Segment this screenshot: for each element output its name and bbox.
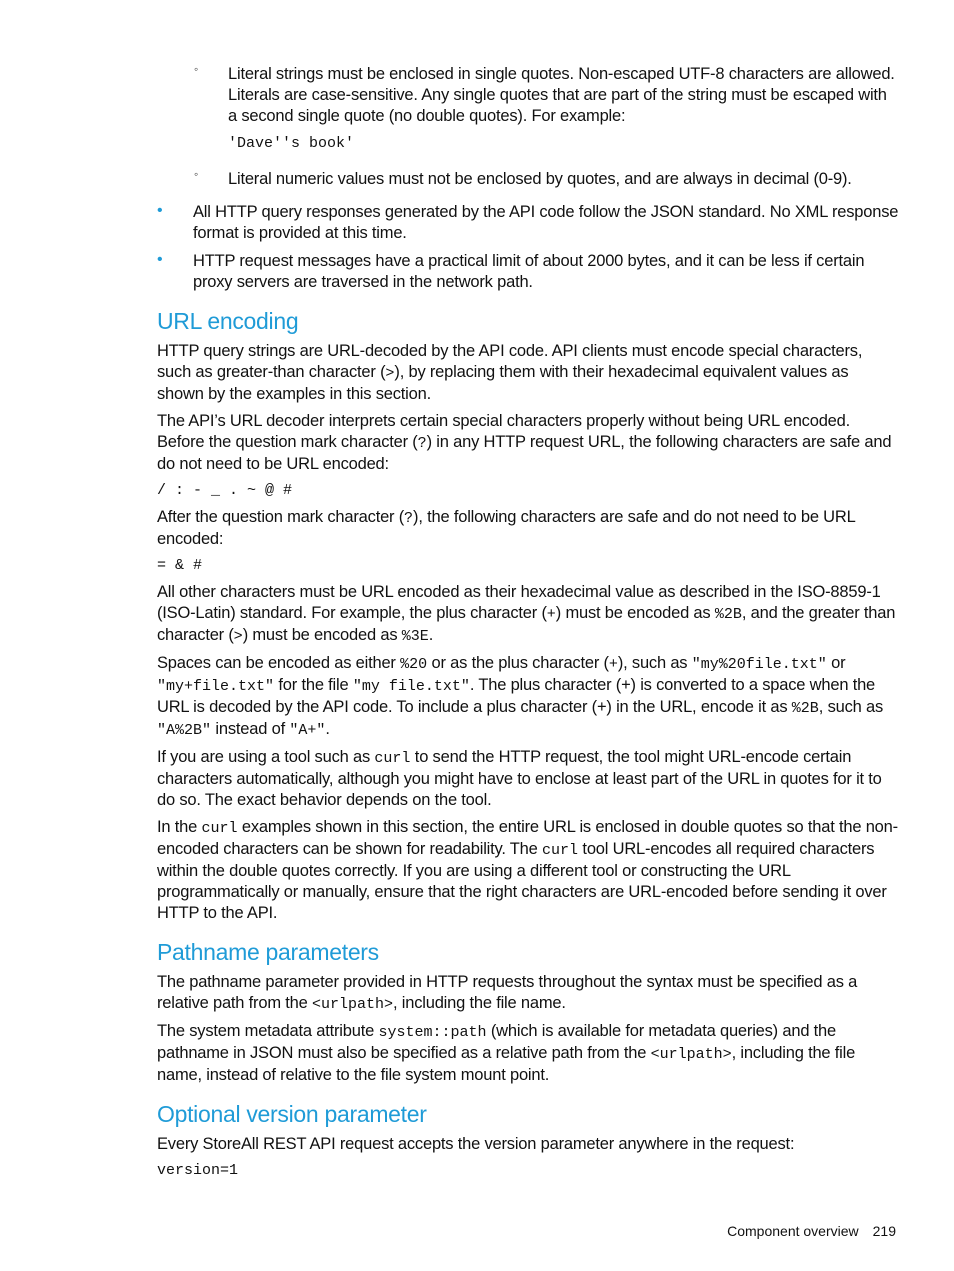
page-footer xyxy=(713,1223,896,1239)
paragraph: HTTP query strings are URL-decoded by the API code. API clients must encode special characters, such as greater-than character (>), by replacing them with their hexadecimal equivalent values as shown by the examples in this section. xyxy=(157,342,863,403)
code-example: 'Dave''s book' xyxy=(228,135,355,152)
circle-bullet-icon: ◦ xyxy=(194,62,199,76)
section-heading-url-encoding: URL encoding xyxy=(157,308,299,334)
bullet-dot-icon: • xyxy=(157,251,163,268)
paragraph: Spaces can be encoded as either %20 or as the plus character (+), such as "my%20file.txt" or "my+file.txt" for the file "my file.txt". The plus character (+) is converted to a space when the URL is decoded by the API code. To include a plus character (+) in the URL, encode it as %2B, such as "A%2B" instead of "A+". xyxy=(157,654,884,739)
bullet-item xyxy=(157,202,899,244)
sub-list-item xyxy=(157,64,899,154)
bullet-text: All HTTP query responses generated by the API code follow the JSON standard. No XML response format is provided at this time. xyxy=(193,203,899,242)
bullet-item xyxy=(157,251,899,293)
paragraph: The system metadata attribute system::path (which is available for metadata queries) and the pathname in JSON must also be specified as a relative path from the <urlpath>, including the file name, instead of relative to the file system mount point. xyxy=(157,1022,856,1084)
paragraph: If you are using a tool such as curl to send the HTTP request, the tool might URL-encode certain characters automatically, although you might have to enclose at least part of the URL in quotes for it to do so. The exact behavior depends on the tool. xyxy=(157,748,882,809)
footer-section-title: Component overview xyxy=(727,1223,859,1239)
sub-list-item xyxy=(157,169,899,190)
paragraph: All other characters must be URL encoded as their hexadecimal value as described in the ISO-8859-1 (ISO-Latin) standard. For example, the plus character (+) must be encoded as %2B, and the greater than character (>) must be encoded as %3E. xyxy=(157,583,896,645)
bullet-dot-icon: • xyxy=(157,202,163,219)
paragraph: In the curl examples shown in this section, the entire URL is enclosed in double quotes so that the non-encoded characters can be shown for readability. The curl tool URL-encodes all required characters within the double quotes correctly. If you are using a different tool or constructing the URL programmatically or manually, ensure that the right characters are URL-encoded before sending it over HTTP to the API. xyxy=(157,818,898,922)
page-number: 219 xyxy=(872,1223,896,1239)
paragraph: After the question mark character (?), the following characters are safe and do not need to be URL encoded: xyxy=(157,508,855,548)
paragraph: Every StoreAll REST API request accepts the version parameter anywhere in the request: xyxy=(157,1135,795,1153)
sub-item-text: Literal strings must be enclosed in single quotes. Non-escaped UTF-8 characters are allowed. Literals are case-sensitive. Any single quotes that are part of the string must be escaped with a second single quote (no double quotes). For example: xyxy=(228,65,895,125)
code-block: version=1 xyxy=(157,1162,239,1179)
code-block: / : - _ . ~ @ # xyxy=(157,482,293,499)
paragraph: The API’s URL decoder interprets certain special characters properly without being URL encoded. Before the question mark character (?) in any HTTP request URL, the following characters are safe and do not need to be URL encoded: xyxy=(157,412,892,473)
circle-bullet-icon: ◦ xyxy=(194,167,199,181)
code-block: = & # xyxy=(157,557,203,574)
section-heading-optional-version-parameter: Optional version parameter xyxy=(157,1101,427,1127)
section-heading-pathname-parameters: Pathname parameters xyxy=(157,939,379,965)
document-page xyxy=(157,64,899,1187)
bullet-text: HTTP request messages have a practical limit of about 2000 bytes, and it can be less if certain proxy servers are traversed in the network path. xyxy=(193,252,865,291)
paragraph: The pathname parameter provided in HTTP requests throughout the syntax must be specified as a relative path from the <urlpath>, including the file name. xyxy=(157,973,858,1013)
sub-item-text: Literal numeric values must not be enclosed by quotes, and are always in decimal (0-9). xyxy=(228,170,852,188)
